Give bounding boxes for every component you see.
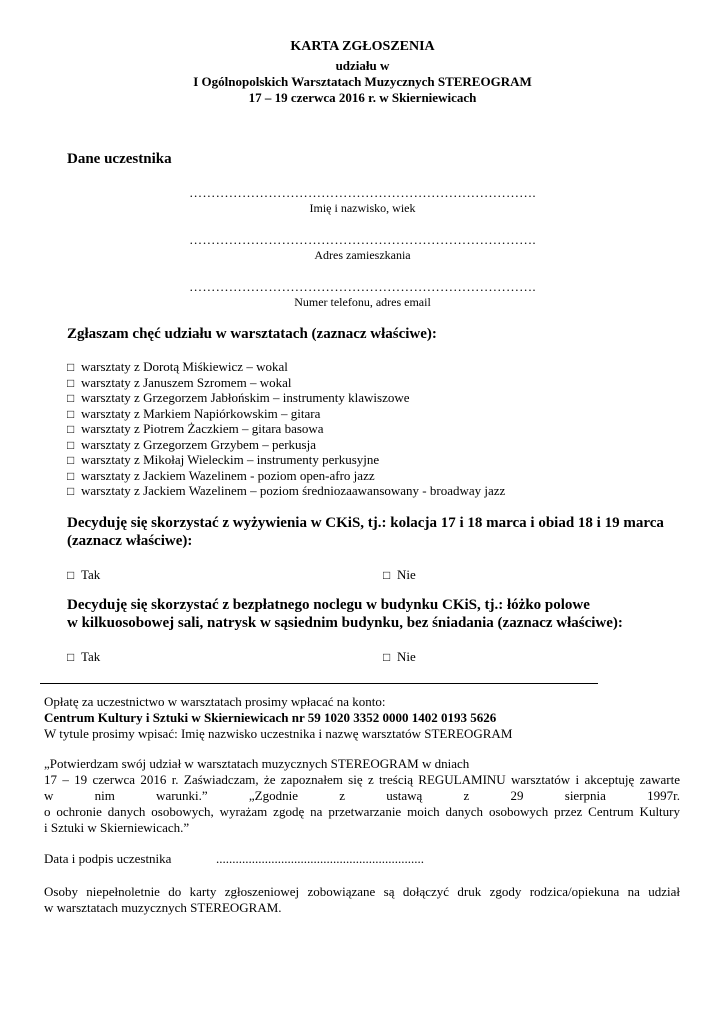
checkbox[interactable]: □	[67, 391, 75, 405]
workshop-label: warsztaty z Grzegorzem Jabłońskim – instrumenty klawiszowe	[81, 390, 410, 405]
meals-no-label: Nie	[397, 567, 416, 582]
lodging-question: Decyduję się skorzystać z bezpłatnego noclegu w budynku CKiS, tj.: łóżko polowe	[67, 597, 590, 613]
payment-title-note: W tytule prosimy wpisać: Imię nazwisko uczestnika i nazwę warsztatów STEREOGRAM	[44, 726, 513, 741]
form-subtitle-1: udziału w	[335, 58, 390, 73]
lodging-yes-option[interactable]	[67, 649, 100, 665]
meals-question: Decyduję się skorzystać z wyżywienia w CKiS, tj.: kolacja 17 i 18 marca i obiad 18 i 19 marca	[67, 515, 664, 531]
lodging-no-option[interactable]	[383, 649, 416, 665]
checkbox[interactable]: □	[67, 360, 75, 374]
workshop-label: warsztaty z Januszem Szromem – wokal	[81, 375, 292, 390]
address-field[interactable]: …………………………………………………………………….	[189, 232, 536, 247]
declaration-line: o ochronie danych osobowych, wyrażam zgodę na przetwarzanie moich danych osobowych przez Centrum Kultury	[44, 804, 680, 819]
contact-field-caption: Numer telefonu, adres email	[294, 295, 431, 309]
checkbox[interactable]: □	[67, 469, 75, 483]
workshop-label: warsztaty z Jackiem Wazelinem - poziom open-afro jazz	[81, 468, 375, 483]
section-divider	[40, 683, 598, 684]
contact-field[interactable]: …………………………………………………………………….	[189, 279, 536, 294]
declaration-line: „Potwierdzam swój udział w warsztatach muzycznych STEREOGRAM w dniach	[44, 756, 470, 771]
workshops-heading: Zgłaszam chęć udziału w warsztatach (zaznacz właściwe):	[67, 326, 437, 342]
signature-label: Data i podpis uczestnika	[44, 851, 172, 866]
workshop-option[interactable]	[67, 390, 410, 406]
checkbox[interactable]: □	[67, 453, 75, 467]
checkbox[interactable]: □	[383, 568, 391, 582]
workshop-option[interactable]	[67, 375, 291, 391]
checkbox[interactable]: □	[67, 376, 75, 390]
workshop-option[interactable]	[67, 359, 288, 375]
checkbox[interactable]: □	[383, 650, 391, 664]
declaration-line: i Sztuki w Skierniewicach.”	[44, 820, 190, 835]
workshop-label: warsztaty z Mikołaj Wieleckim – instrumenty perkusyjne	[81, 452, 380, 467]
checkbox[interactable]: □	[67, 650, 75, 664]
workshop-label: warsztaty z Dorotą Miśkiewicz – wokal	[81, 359, 288, 374]
workshop-label: warsztaty z Piotrem Żaczkiem – gitara basowa	[81, 421, 324, 436]
workshop-option[interactable]	[67, 421, 324, 437]
form-subtitle-2: I Ogólnopolskich Warsztatach Muzycznych STEREOGRAM	[193, 74, 532, 89]
workshop-option[interactable]	[67, 406, 320, 422]
workshop-label: warsztaty z Grzegorzem Grzybem – perkusja	[81, 437, 316, 452]
address-field-caption: Adres zamieszkania	[314, 248, 411, 262]
lodging-yes-label: Tak	[81, 649, 101, 664]
minors-note-cont: w warsztatach muzycznych STEREOGRAM.	[44, 900, 282, 915]
meals-question-note: (zaznacz właściwe):	[67, 533, 193, 549]
minors-note: Osoby niepełnoletnie do karty zgłoszeniowej zobowiązane są dołączyć druk zgody rodzica/opiekuna na udział	[44, 884, 680, 899]
meals-yes-label: Tak	[81, 567, 101, 582]
lodging-question-note: w kilkuosobowej sali, natrysk w sąsiednim budynku, bez śniadania (zaznacz właściwe):	[67, 615, 623, 631]
checkbox[interactable]: □	[67, 407, 75, 421]
workshop-label: warsztaty z Markiem Napiórkowskim – gitara	[81, 406, 321, 421]
meals-no-option[interactable]	[383, 567, 416, 583]
workshop-option[interactable]	[67, 437, 316, 453]
meals-yes-option[interactable]	[67, 567, 100, 583]
checkbox[interactable]: □	[67, 568, 75, 582]
form-subtitle-3: 17 – 19 czerwca 2016 r. w Skierniewicach	[248, 90, 477, 105]
checkbox[interactable]: □	[67, 484, 75, 498]
workshop-option[interactable]	[67, 483, 505, 499]
declaration-line: w nim warunki.” „Zgodnie z ustawą z 29 sierpnia 1997r.	[44, 788, 680, 803]
declaration-line: 17 – 19 czerwca 2016 r. Zaświadczam, że zapoznałem się z treścią REGULAMINU warsztatów i akceptuję zawarte	[44, 772, 680, 787]
name-field[interactable]: …………………………………………………………………….	[189, 185, 536, 200]
participant-heading: Dane uczestnika	[67, 151, 172, 167]
workshop-option[interactable]	[67, 452, 379, 468]
payment-intro: Opłatę za uczestnictwo w warsztatach prosimy wpłacać na konto:	[44, 694, 386, 709]
bank-account: Centrum Kultury i Sztuki w Skierniewicach nr 59 1020 3352 0000 1402 0193 5626	[44, 710, 497, 725]
checkbox[interactable]: □	[67, 438, 75, 452]
workshop-label: warsztaty z Jackiem Wazelinem – poziom średniozaawansowany - broadway jazz	[81, 483, 506, 498]
name-field-caption: Imię i nazwisko, wiek	[309, 201, 416, 215]
checkbox[interactable]: □	[67, 422, 75, 436]
lodging-no-label: Nie	[397, 649, 416, 664]
signature-field[interactable]: ................................................................	[216, 851, 424, 866]
workshop-option[interactable]	[67, 468, 375, 484]
form-title: KARTA ZGŁOSZENIA	[290, 39, 435, 54]
